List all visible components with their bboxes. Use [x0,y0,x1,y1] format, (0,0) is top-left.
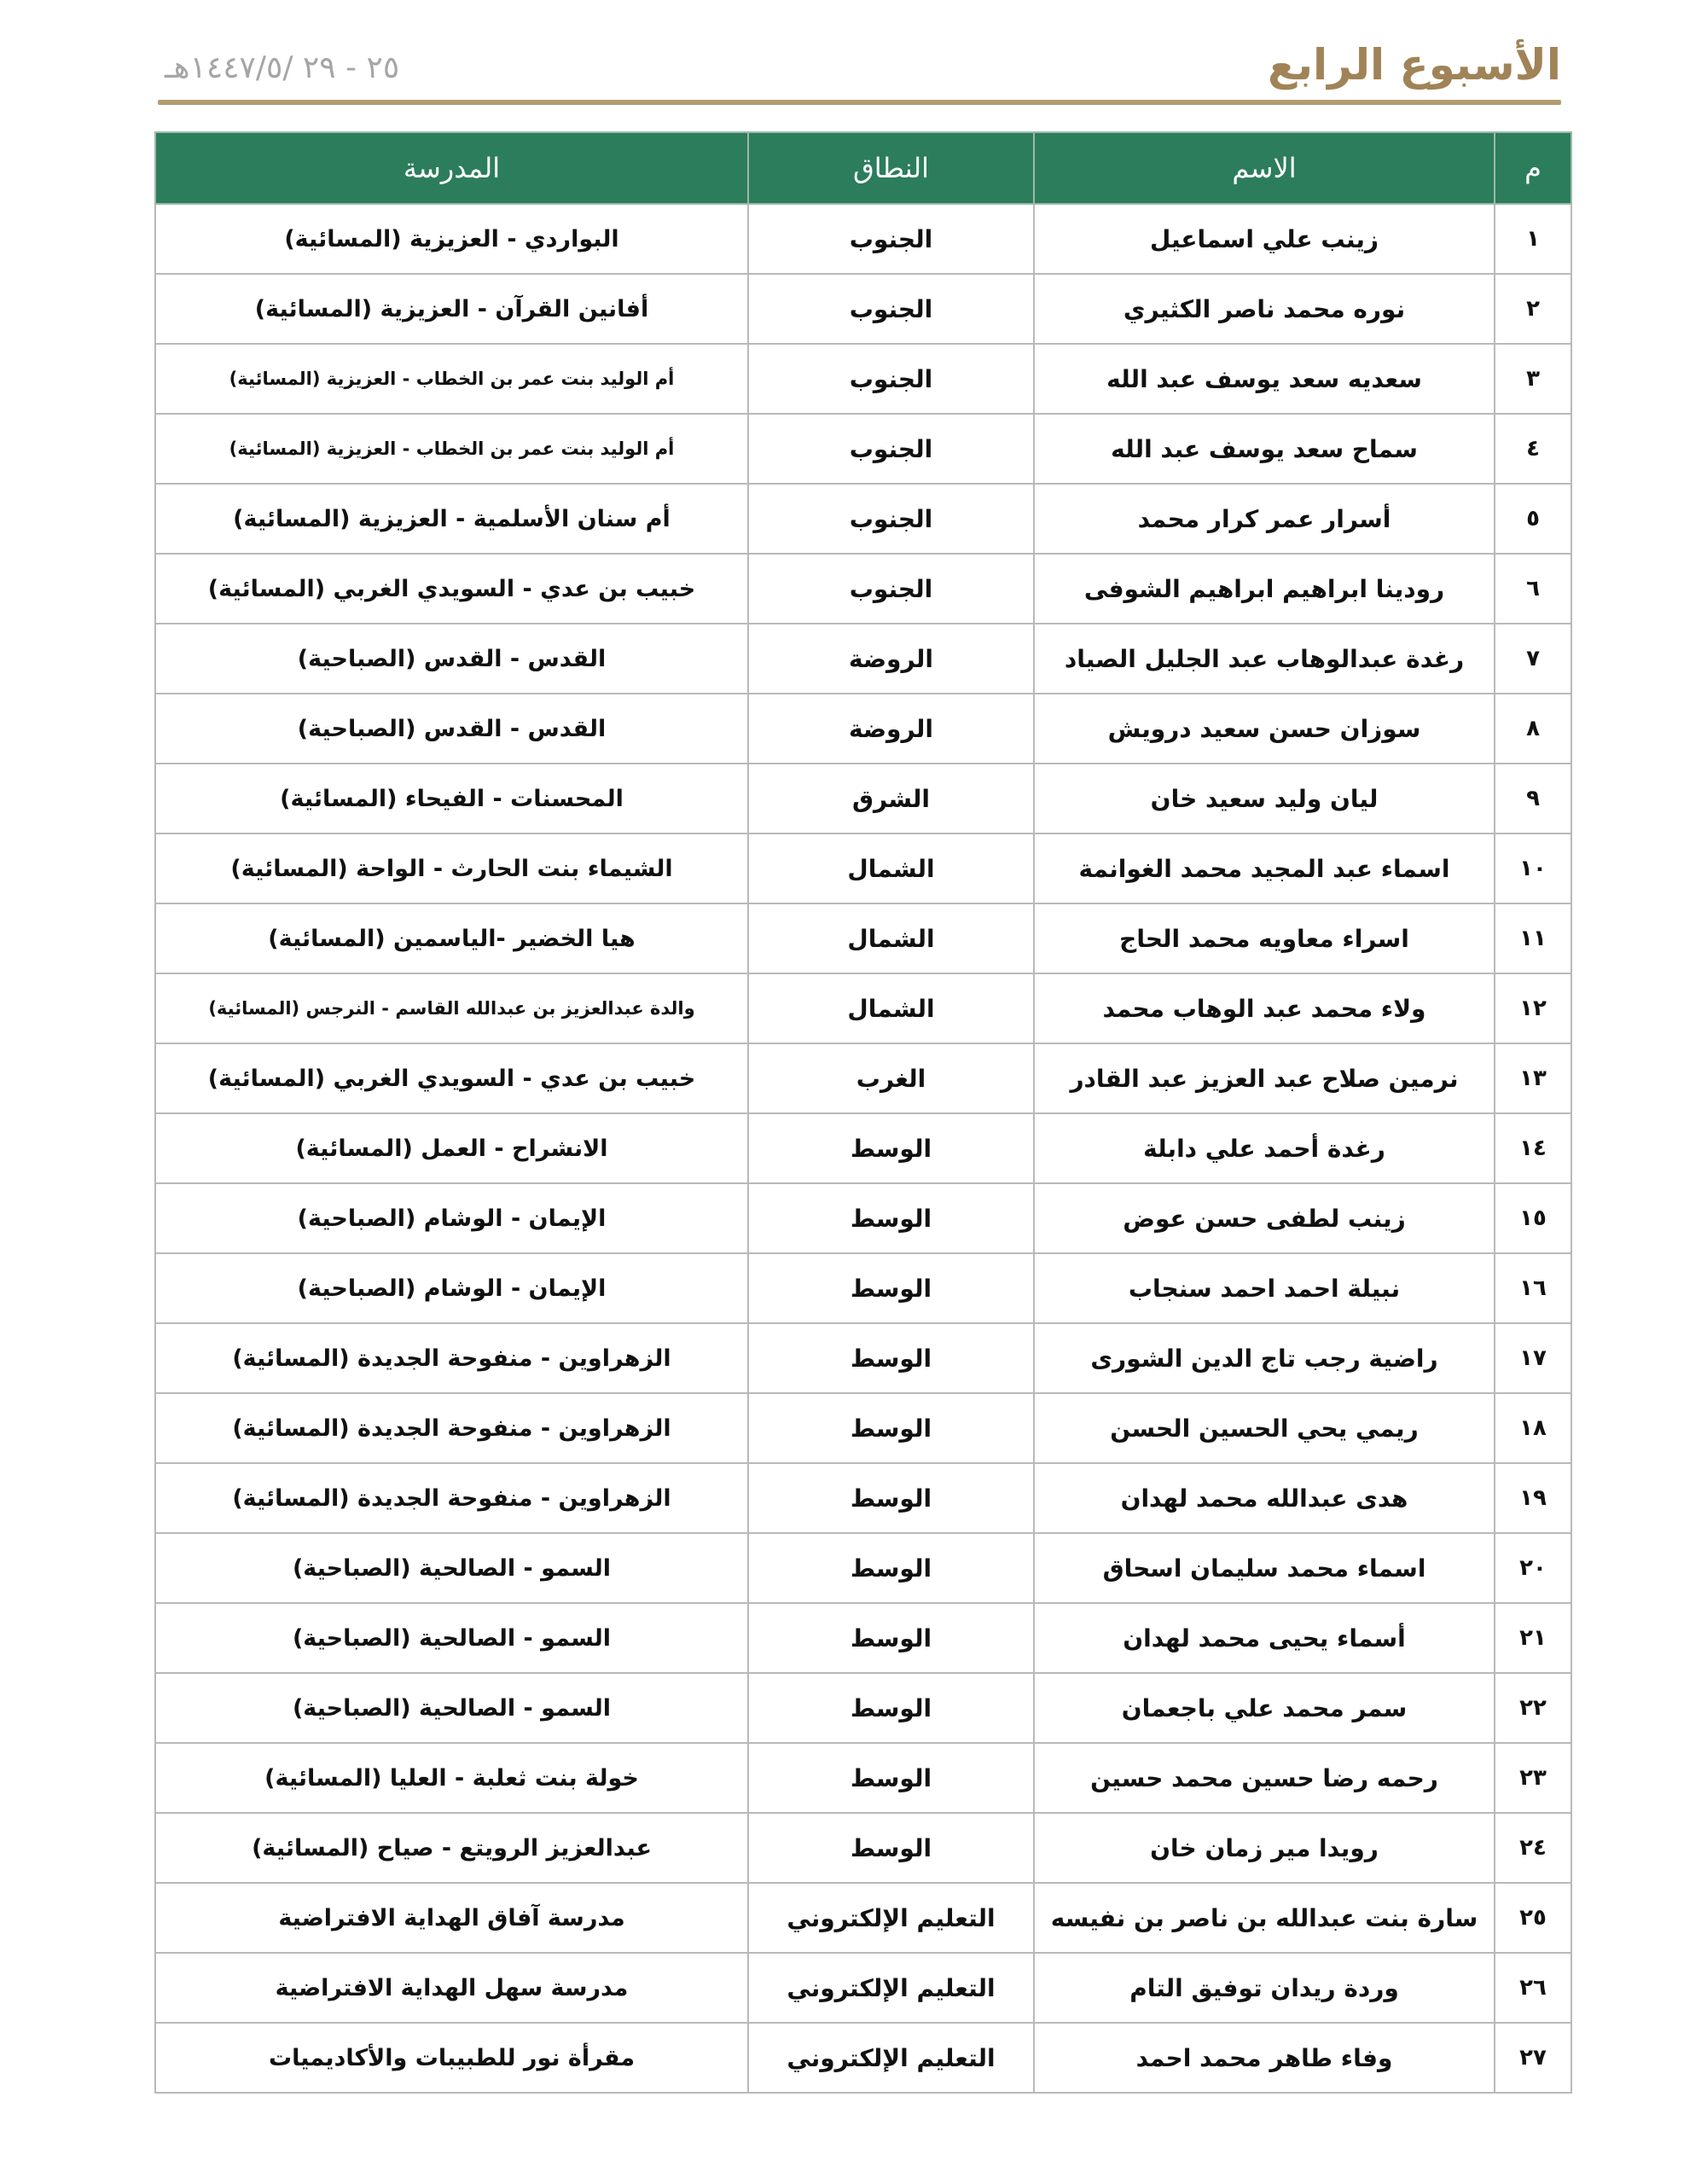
cell-number: ٩ [1495,764,1571,834]
cell-name: رغدة أحمد علي دابلة [1034,1113,1495,1183]
cell-zone: الوسط [748,1673,1034,1743]
cell-name: ليان وليد سعيد خان [1034,764,1495,834]
cell-zone: الوسط [748,1813,1034,1883]
roster-body [155,204,1571,2093]
cell-number: ٢٧ [1495,2023,1571,2093]
cell-school: المحسنات - الفيحاء (المسائية) [155,764,748,834]
cell-name: اسراء معاويه محمد الحاج [1034,903,1495,973]
cell-school: الإيمان - الوشام (الصباحية) [155,1183,748,1253]
cell-name: ريمي يحي الحسين الحسن [1034,1393,1495,1463]
cell-name: رودينا ابراهيم ابراهيم الشوفى [1034,554,1495,624]
cell-school: السمو - الصالحية (الصباحية) [155,1673,748,1743]
table-row [155,1813,1571,1883]
table-row [155,1953,1571,2023]
cell-school: الانشراح - العمل (المسائية) [155,1113,748,1183]
cell-name: رويدا مير زمان خان [1034,1813,1495,1883]
cell-name: سمر محمد علي باجعمان [1034,1673,1495,1743]
table-row [155,694,1571,764]
cell-number: ١ [1495,204,1571,274]
cell-zone: الجنوب [748,484,1034,554]
cell-name: رحمه رضا حسين محمد حسين [1034,1743,1495,1813]
cell-zone: التعليم الإلكتروني [748,1953,1034,2023]
cell-school: خبيب بن عدي - السويدي الغربي (المسائية) [155,1043,748,1113]
cell-number: ٢٣ [1495,1743,1571,1813]
table-row [155,1393,1571,1463]
table-row [155,1463,1571,1533]
cell-school: السمو - الصالحية (الصباحية) [155,1533,748,1603]
cell-number: ١٢ [1495,973,1571,1043]
cell-number: ١٨ [1495,1393,1571,1463]
cell-number: ٢٢ [1495,1673,1571,1743]
cell-school: مدرسة آفاق الهداية الافتراضية [155,1883,748,1953]
cell-name: راضية رجب تاج الدين الشورى [1034,1323,1495,1393]
cell-zone: الجنوب [748,274,1034,344]
cell-zone: الجنوب [748,414,1034,484]
cell-zone: الوسط [748,1463,1034,1533]
cell-zone: الشرق [748,764,1034,834]
cell-zone: الشمال [748,834,1034,903]
table-row [155,484,1571,554]
cell-name: نبيلة احمد احمد سنجاب [1034,1253,1495,1323]
cell-name: نوره محمد ناصر الكثيري [1034,274,1495,344]
cell-zone: الغرب [748,1043,1034,1113]
cell-name: ولاء محمد عبد الوهاب محمد [1034,973,1495,1043]
cell-zone: الجنوب [748,204,1034,274]
table-row [155,764,1571,834]
cell-number: ١٩ [1495,1463,1571,1533]
cell-number: ١٠ [1495,834,1571,903]
cell-number: ١٤ [1495,1113,1571,1183]
cell-zone: الوسط [748,1183,1034,1253]
cell-zone: الشمال [748,973,1034,1043]
cell-zone: الوسط [748,1323,1034,1393]
cell-name: سعديه سعد يوسف عبد الله [1034,344,1495,414]
table-row [155,624,1571,694]
cell-name: أسرار عمر كرار محمد [1034,484,1495,554]
cell-name: نرمين صلاح عبد العزيز عبد القادر [1034,1043,1495,1113]
table-row [155,973,1571,1043]
table-row [155,1183,1571,1253]
cell-zone: الروضة [748,624,1034,694]
column-header-number: م [1495,132,1571,204]
cell-number: ٢٥ [1495,1883,1571,1953]
cell-school: الزهراوين - منفوحة الجديدة (المسائية) [155,1463,748,1533]
cell-name: سارة بنت عبدالله بن ناصر بن نفيسه [1034,1883,1495,1953]
cell-school: البواردي - العزيزية (المسائية) [155,204,748,274]
cell-number: ٤ [1495,414,1571,484]
cell-school: الزهراوين - منفوحة الجديدة (المسائية) [155,1323,748,1393]
table-row [155,1603,1571,1673]
header-divider [158,100,1561,105]
date-range: ٢٥ - ٢٩ /١٤٤٧/٥هـ [165,50,400,85]
column-header-name: الاسم [1034,132,1495,204]
table-row [155,1883,1571,1953]
cell-school: والدة عبدالعزيز بن عبدالله القاسم - النرجس (المسائية) [155,973,748,1043]
cell-zone: الوسط [748,1533,1034,1603]
table-row [155,1253,1571,1323]
table-row [155,1323,1571,1393]
table-row [155,554,1571,624]
cell-school: مدرسة سهل الهداية الافتراضية [155,1953,748,2023]
cell-name: أسماء يحيى محمد لهدان [1034,1603,1495,1673]
week-title: الأسبوع الرابع [1268,40,1561,90]
cell-number: ٥ [1495,484,1571,554]
table-row [155,834,1571,903]
cell-number: ١٥ [1495,1183,1571,1253]
column-header-school: المدرسة [155,132,748,204]
cell-zone: الجنوب [748,554,1034,624]
cell-name: هدى عبدالله محمد لهدان [1034,1463,1495,1533]
cell-zone: الوسط [748,1113,1034,1183]
cell-name: زينب علي اسماعيل [1034,204,1495,274]
cell-school: الشيماء بنت الحارث - الواحة (المسائية) [155,834,748,903]
cell-zone: التعليم الإلكتروني [748,1883,1034,1953]
table-row [155,204,1571,274]
table-row [155,1113,1571,1183]
cell-zone: الشمال [748,903,1034,973]
cell-school: هيا الخضير -الياسمين (المسائية) [155,903,748,973]
cell-school: أم سنان الأسلمية - العزيزية (المسائية) [155,484,748,554]
cell-school: مقرأة نور للطبيبات والأكاديميات [155,2023,748,2093]
cell-name: سماح سعد يوسف عبد الله [1034,414,1495,484]
cell-school: القدس - القدس (الصباحية) [155,624,748,694]
cell-number: ٣ [1495,344,1571,414]
cell-zone: الوسط [748,1743,1034,1813]
cell-number: ١٦ [1495,1253,1571,1323]
cell-school: الزهراوين - منفوحة الجديدة (المسائية) [155,1393,748,1463]
cell-number: ٢ [1495,274,1571,344]
roster-table [154,131,1572,2094]
cell-name: رغدة عبدالوهاب عبد الجليل الصياد [1034,624,1495,694]
cell-school: أفانين القرآن - العزيزية (المسائية) [155,274,748,344]
cell-number: ١٣ [1495,1043,1571,1113]
cell-name: اسماء عبد المجيد محمد الغوانمة [1034,834,1495,903]
cell-zone: الوسط [748,1603,1034,1673]
cell-name: سوزان حسن سعيد درويش [1034,694,1495,764]
table-row [155,1043,1571,1113]
page-header [158,38,1561,107]
cell-school: خبيب بن عدي - السويدي الغربي (المسائية) [155,554,748,624]
cell-zone: الوسط [748,1393,1034,1463]
table-row [155,274,1571,344]
table-row [155,414,1571,484]
cell-number: ٢٤ [1495,1813,1571,1883]
table-row [155,1743,1571,1813]
table-row [155,1673,1571,1743]
cell-name: اسماء محمد سليمان اسحاق [1034,1533,1495,1603]
cell-zone: الروضة [748,694,1034,764]
cell-school: أم الوليد بنت عمر بن الخطاب - العزيزية (المسائية) [155,414,748,484]
cell-number: ٢١ [1495,1603,1571,1673]
cell-number: ٦ [1495,554,1571,624]
cell-name: وردة ريدان توفيق التام [1034,1953,1495,2023]
table-row [155,344,1571,414]
cell-school: السمو - الصالحية (الصباحية) [155,1603,748,1673]
cell-number: ١٧ [1495,1323,1571,1393]
cell-number: ١١ [1495,903,1571,973]
cell-number: ٢٦ [1495,1953,1571,2023]
cell-name: وفاء طاهر محمد احمد [1034,2023,1495,2093]
cell-school: الإيمان - الوشام (الصباحية) [155,1253,748,1323]
cell-number: ٢٠ [1495,1533,1571,1603]
cell-school: القدس - القدس (الصباحية) [155,694,748,764]
cell-name: زينب لطفى حسن عوض [1034,1183,1495,1253]
cell-school: عبدالعزيز الرويتع - صياح (المسائية) [155,1813,748,1883]
table-row [155,903,1571,973]
column-header-zone: النطاق [748,132,1034,204]
cell-zone: التعليم الإلكتروني [748,2023,1034,2093]
cell-zone: الوسط [748,1253,1034,1323]
cell-number: ٨ [1495,694,1571,764]
cell-school: خولة بنت ثعلبة - العليا (المسائية) [155,1743,748,1813]
table-row [155,1533,1571,1603]
table-header-row [155,132,1571,204]
cell-number: ٧ [1495,624,1571,694]
cell-school: أم الوليد بنت عمر بن الخطاب - العزيزية (المسائية) [155,344,748,414]
table-row [155,2023,1571,2093]
cell-zone: الجنوب [748,344,1034,414]
